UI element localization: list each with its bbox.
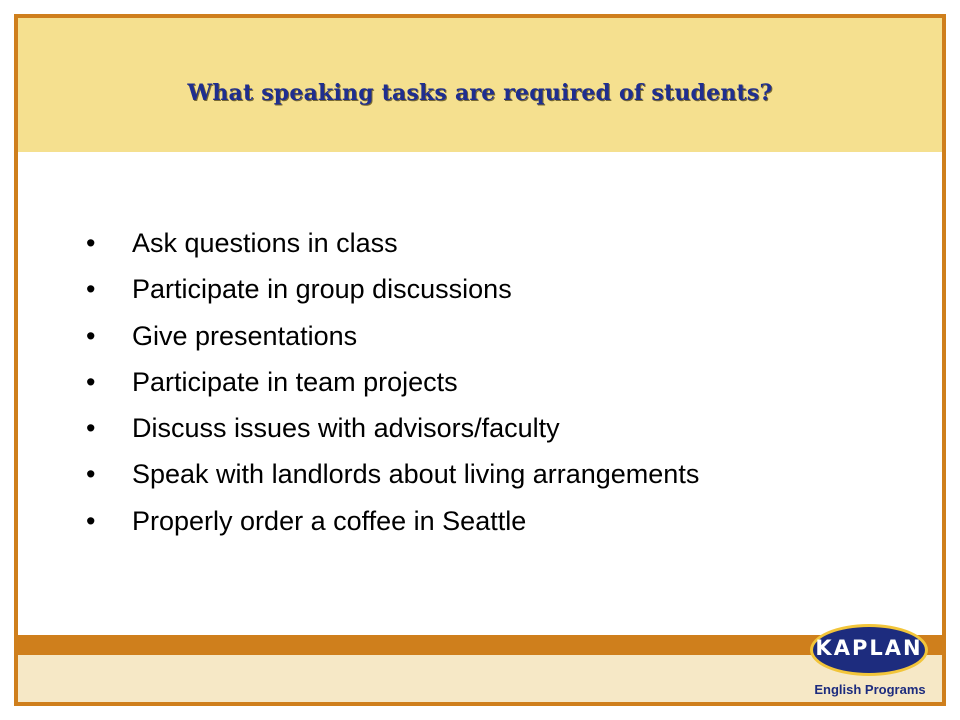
footer-band (18, 655, 942, 706)
bullet-item (80, 274, 699, 320)
bullet-dot-icon: • (86, 366, 96, 397)
bullet-text: Discuss issues with advisors/faculty (132, 413, 560, 444)
bullet-dot-icon: • (86, 228, 96, 258)
logo-wordmark: KAPLAN (815, 636, 923, 660)
bullet-dot-icon: • (86, 274, 96, 305)
bullet-text: Ask questions in class (132, 228, 398, 258)
bullet-item (80, 413, 699, 459)
slide-frame (14, 14, 946, 706)
bullet-list (80, 228, 699, 552)
bullet-dot-icon: • (86, 505, 96, 536)
bullet-dot-icon: • (86, 459, 96, 490)
bullet-item (80, 367, 699, 413)
bullet-dot-icon: • (86, 413, 96, 444)
bullet-text: Speak with landlords about living arrangements (132, 459, 700, 490)
slide-title: What speaking tasks are required of students? (187, 80, 773, 106)
bullet-item (80, 459, 699, 505)
logo-tagline: English Programs (814, 682, 926, 697)
bottom-stripe (18, 635, 942, 655)
kaplan-logo (810, 624, 930, 706)
bullet-text: Properly order a coffee in Seattle (132, 505, 527, 536)
bullet-text: Participate in group discussions (132, 274, 512, 305)
bullet-text: Participate in team projects (132, 366, 458, 397)
bullet-text: Give presentations (132, 320, 358, 351)
bullet-item (80, 228, 699, 274)
bullet-item (80, 321, 699, 367)
bullet-item (80, 506, 699, 552)
title-band (18, 18, 942, 152)
bullet-dot-icon: • (86, 320, 96, 351)
